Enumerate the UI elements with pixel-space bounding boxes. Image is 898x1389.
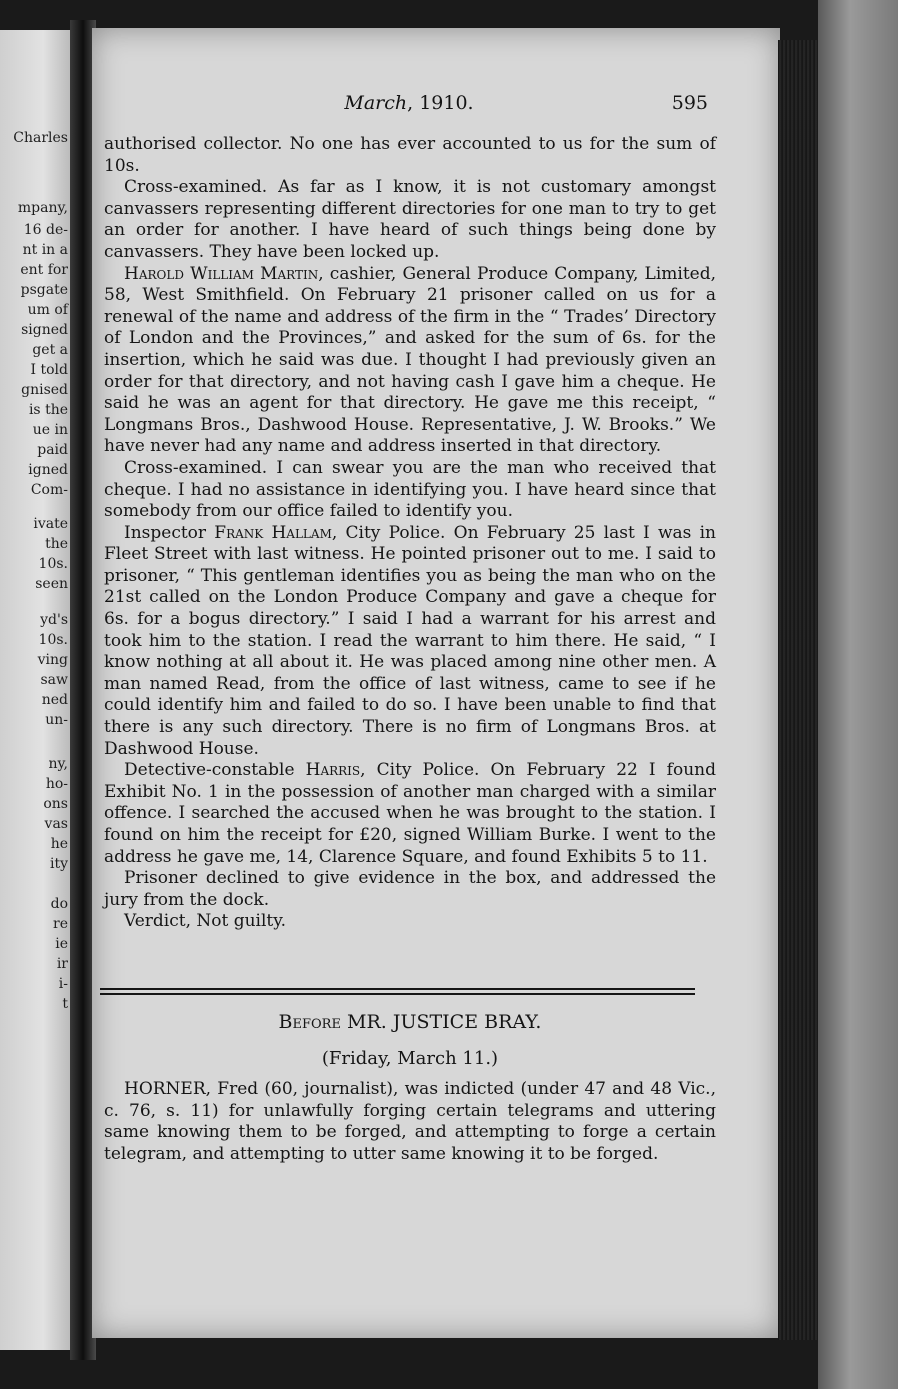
facing-page-fragment: ir: [56, 956, 68, 972]
facing-page-fragment: 10s.: [38, 556, 68, 572]
facing-page-fragment: Com-: [30, 482, 68, 498]
facing-page-fragment: seen: [35, 576, 68, 592]
facing-page-fragment: ons: [43, 796, 68, 812]
facing-page-fragment: ivate: [33, 516, 68, 532]
facing-page-fragment: i-: [58, 976, 68, 992]
new-session-section: [104, 1012, 716, 1166]
facing-page-fragment: re: [53, 916, 68, 932]
facing-page-fragment: nt in a: [22, 242, 68, 258]
session-heading: Before MR. JUSTICE BRAY.: [278, 1011, 542, 1033]
facing-page: [0, 30, 72, 1350]
page-header: [110, 92, 708, 120]
facing-page-fragment: ving: [37, 652, 68, 668]
witness-name: Frank Hallam: [214, 522, 332, 543]
main-text: [104, 134, 716, 933]
verdict: Verdict, Not guilty.: [124, 911, 287, 932]
facing-page-fragment: yd's: [40, 612, 68, 628]
facing-page-fragment: vas: [44, 816, 68, 832]
facing-page-fragment: ie: [55, 936, 68, 952]
background-right: [818, 0, 898, 1389]
session-date: (Friday, March 11.): [321, 1047, 499, 1069]
section-rule-bottom: [100, 993, 695, 995]
page-number: 595: [671, 92, 708, 114]
facing-page-fragment: gnised: [21, 382, 68, 398]
witness-name: Harris: [305, 760, 361, 781]
paragraph: Cross-examined. As far as I know, it is not customary amongst canvassers representing different directories for one man to try to get an order for another. I have heard of such things being done by canvassers. They have been locked up.: [104, 177, 716, 262]
paragraph: authorised collector. No one has ever accounted to us for the sum of 10s.: [104, 134, 716, 176]
facing-page-fragment: he: [50, 836, 68, 852]
facing-page-fragment: I told: [30, 362, 68, 378]
facing-page-fragment: Charles: [13, 130, 68, 146]
facing-page-fragment: ned: [41, 692, 68, 708]
facing-page-fragment: mpany,: [17, 200, 68, 216]
facing-page-fragment: igned: [28, 462, 68, 478]
facing-page-fragment: psgate: [20, 282, 68, 298]
facing-page-fragment: ue in: [32, 422, 68, 438]
witness-name: Harold William Martin: [124, 263, 319, 284]
facing-page-fragment: un-: [45, 712, 68, 728]
facing-page-fragment: t: [62, 996, 68, 1012]
paragraph: Prisoner declined to give evidence in the box, and addressed the jury from the dock.: [104, 868, 716, 910]
facing-page-fragment: ho-: [45, 776, 68, 792]
facing-page-fragment: um of: [27, 302, 68, 318]
paragraph: Harold William Martin, cashier, General Produce Company, Limited, 58, West Smithfield. On February 21 prisoner called on us for a renewal of the name and address of the firm in the “ Trades’ Directory of London and the Provinces,” and asked for the sum of 6s. for the insertion, which he said was due. I thought I had previously given an order for that directory, and not having cash I gave him a cheque. He said he was an agent for that directory. He gave me this receipt, “ Longmans Bros., Dashwood House. Representative, J. W. Brooks.” We have never had any name and address inserted in that directory.: [104, 263, 717, 457]
facing-page-fragment: ent for: [20, 262, 68, 278]
facing-page-fragment: 10s.: [38, 632, 68, 648]
running-title: [110, 92, 708, 114]
facing-page-fragment: the: [45, 536, 68, 552]
running-title-year: , 1910.: [407, 92, 474, 114]
facing-page-fragment: saw: [40, 672, 68, 688]
facing-page-fragment: do: [50, 896, 68, 912]
facing-page-fragment: signed: [21, 322, 68, 338]
paragraph: Detective-constable Harris, City Police. On February 22 I found Exhibit No. 1 in the possession of another man charged with a similar offence. I searched the accused when he was brought to the station. I found on him the receipt for £20, signed William Burke. I went to the address he gave me, 14, Clarence Square, and found Exhibits 5 to 11.: [104, 760, 716, 867]
running-title-month: March: [344, 92, 408, 114]
facing-page-fragment: ny,: [48, 756, 68, 772]
section-rule-top: [100, 988, 695, 990]
paragraph: Inspector Frank Hallam, City Police. On February 25 last I was in Fleet Street with last witness. He pointed prisoner out to me. I said to prisoner, “ This gentleman identifies you as being the man who on the 21st called on the London Produce Company and gave a cheque for 6s. for a bogus directory.” I said I had a warrant for his arrest and took him to the station. I read the warrant to him there. He said, “ I know nothing at all about it. He was placed among nine other men. A man named Read, from the office of last witness, came to see if he could identify him and failed to do so. I have been unable to find that there is any such directory. There is no firm of Longmans Bros. at Dashwood House.: [104, 522, 716, 759]
case-paragraph: HORNER, Fred (60, journalist), was indicted (under 47 and 48 Vic., c. 76, s. 11) for unlawfully forging certain telegrams and uttering same knowing them to be forged, and attempting to forge a certain telegram, and attempting to utter same knowing it to be forged.: [104, 1079, 716, 1164]
facing-page-fragment: is the: [28, 402, 68, 418]
page-edges: [778, 40, 818, 1340]
facing-page-fragment: ity: [49, 856, 68, 872]
paragraph: Cross-examined. I can swear you are the man who received that cheque. I had no assistance in identifying you. I have heard since that somebody from our office failed to identify you.: [104, 457, 716, 522]
facing-page-fragment: get a: [32, 342, 68, 358]
facing-page-fragment: paid: [37, 442, 68, 458]
facing-page-fragment: 16 de-: [23, 222, 68, 238]
